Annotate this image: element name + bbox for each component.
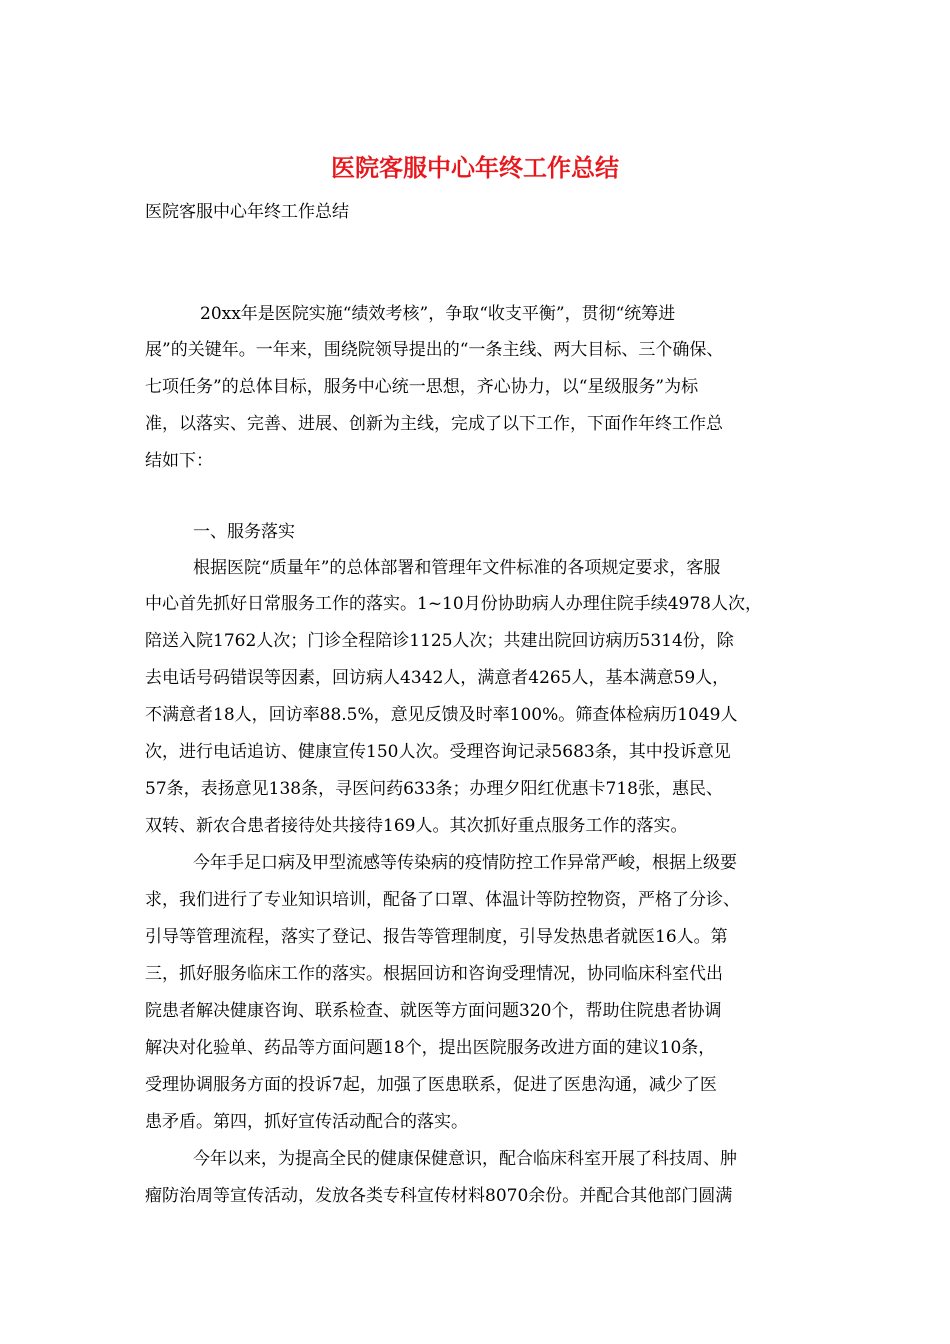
paragraph-line: 结如下：	[145, 451, 213, 471]
paragraph-line: 受理协调服务方面的投诉7起，加强了医患联系，促进了医患沟通，减少了医	[145, 1075, 717, 1095]
paragraph-line: 次，进行电话追访、健康宣传150人次。受理咨询记录5683条，其中投诉意见	[145, 742, 731, 762]
paragraph-line: 七项任务”的总体目标，服务中心统一思想，齐心协力，以“星级服务”为标	[145, 377, 699, 397]
paragraph-line: 解决对化验单、药品等方面问题18个，提出医院服务改进方面的建议10条，	[145, 1038, 716, 1058]
paragraph-line: 20xx年是医院实施“绩效考核”，争取“收支平衡”，贯彻“统筹进	[200, 304, 676, 324]
paragraph-line: 求，我们进行了专业知识培训，配备了口罩、体温计等防控物资，严格了分诊、	[145, 890, 740, 910]
paragraph-line: 展”的关键年。一年来，围绕院领导提出的“一条主线、两大目标、三个确保、	[145, 340, 724, 360]
paragraph-line: 根据医院“质量年”的总体部署和管理年文件标准的各项规定要求，客服	[193, 558, 721, 578]
paragraph-line: 今年手足口病及甲型流感等传染病的疫情防控工作异常严峻，根据上级要	[193, 853, 737, 873]
paragraph-line: 三，抓好服务临床工作的落实。根据回访和咨询受理情况，协同临床科室代出	[145, 964, 723, 984]
paragraph-line: 中心首先抓好日常服务工作的落实。1~10月份协助病人办理住院手续4978人次，	[145, 594, 762, 614]
document-subtitle: 医院客服中心年终工作总结	[145, 202, 349, 222]
paragraph-line: 不满意者18人，回访率88.5%，意见反馈及时率100%。筛查体检病历1049人	[145, 705, 738, 725]
document-title: 医院客服中心年终工作总结	[331, 153, 619, 182]
paragraph-line: 陪送入院1762人次；门诊全程陪诊1125人次；共建出院回访病历5314份，除	[145, 631, 734, 651]
paragraph-line: 今年以来，为提高全民的健康保健意识，配合临床科室开展了科技周、肿	[193, 1149, 737, 1169]
paragraph-line: 院患者解决健康咨询、联系检查、就医等方面问题320个，帮助住院患者协调	[145, 1001, 722, 1021]
paragraph-line: 患矛盾。第四，抓好宣传活动配合的落实。	[145, 1112, 468, 1132]
paragraph-line: 57条，表扬意见138条，寻医问药633条；办理夕阳红优惠卡718张，惠民、	[145, 779, 723, 799]
paragraph-line: 瘤防治周等宣传活动，发放各类专科宣传材料8070余份。并配合其他部门圆满	[145, 1186, 733, 1206]
paragraph-line: 准，以落实、完善、进展、创新为主线，完成了以下工作，下面作年终工作总	[145, 414, 723, 434]
paragraph-line: 去电话号码错误等因素，回访病人4342人，满意者4265人，基本满意59人，	[145, 668, 730, 688]
section-heading: 一、服务落实	[193, 522, 295, 542]
paragraph-line: 双转、新农合患者接待处共接待169人。其次抓好重点服务工作的落实。	[145, 816, 688, 836]
paragraph-line: 引导等管理流程，落实了登记、报告等管理制度，引导发热患者就医16人。第	[145, 927, 728, 947]
